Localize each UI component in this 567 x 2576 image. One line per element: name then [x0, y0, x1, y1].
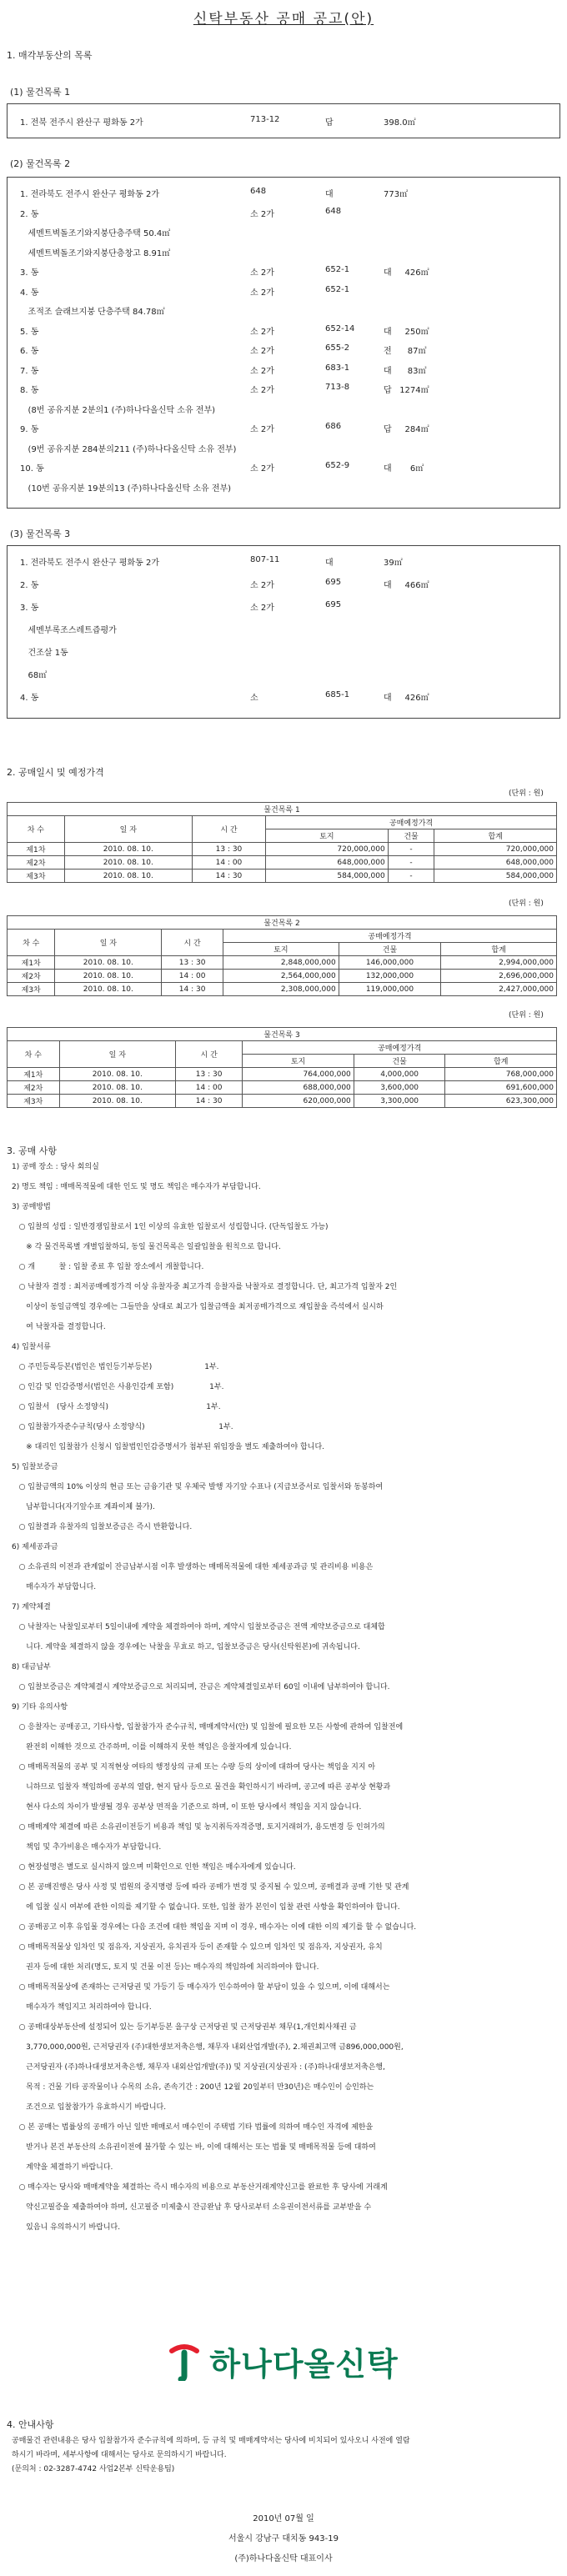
cell-bldg: 146,000,000	[339, 956, 440, 970]
s3-line: ○ 인감 및 인감증명서(법인은 사용인감계 포함) 1부.	[12, 1383, 224, 1391]
s3-line: ※ 각 물건목록별 개별입찰하되, 동일 물건목록은 일괄입찰을 원칙으로 합니다.	[12, 1243, 281, 1251]
s3-line: 받거나 본건 부동산의 소유권이전에 불가할 수 있는 바, 이에 대해서는 또는 법률 및 매매목적물 등에 대하여	[12, 2143, 376, 2152]
list-item-area: 전 87㎡	[384, 347, 427, 356]
list-item-type: 대	[325, 559, 334, 568]
list-item-name: 10. 동	[20, 464, 44, 474]
s3-line: ○ 매수자는 당사와 매매계약을 체결하는 즉시 매수자의 비용으로 부동산거래계약신고를 완료한 후 당사에 거래계	[12, 2183, 388, 2192]
list-item-type: 683-1	[325, 363, 350, 373]
cell-land: 648,000,000	[266, 856, 389, 870]
col-price: 공매예정가격	[266, 816, 557, 829]
list-item-area: 대 426㎡	[384, 694, 429, 703]
cell-land: 764,000,000	[243, 1068, 354, 1081]
list-item-name: 2. 동	[20, 209, 39, 219]
s3-line: ○ 주민등록등본(법인은 법인등기부등본) 1부.	[12, 1363, 219, 1371]
price-table-2	[7, 915, 557, 996]
list-item-name: (8번 공유지분 2분의1 (주)하나다올신탁 소유 전부)	[20, 405, 216, 415]
col-round: 차 수	[8, 1041, 60, 1068]
cell-round: 제2차	[8, 1081, 60, 1095]
list-item-lot: 소 2가	[250, 268, 274, 278]
cell-total: 2,696,000,000	[441, 970, 557, 983]
list-item-lot: 소 2가	[250, 288, 274, 298]
list-item-lot: 소	[250, 694, 258, 703]
list-item-lot: 소 2가	[250, 209, 274, 219]
list-item-area: 답 284㎡	[384, 425, 429, 434]
s3-line: ○ 공매공고 이후 유입물 경우에는 다음 조건에 대한 책임을 지며 이 경우, 매수자는 이에 대한 이의 제기를 할 수 없습니다.	[12, 1923, 417, 1932]
col-date: 일 자	[59, 1041, 175, 1068]
s3-line: 니다. 계약을 체결하지 않을 경우에는 낙찰을 무효로 하고, 입찰보증금은 당사(신탁원본)에 귀속됩니다.	[12, 1643, 360, 1651]
col-price: 공매예정가격	[243, 1041, 557, 1055]
cell-total: 648,000,000	[434, 856, 557, 870]
list-item-type: 695	[325, 578, 342, 587]
cell-land: 2,848,000,000	[223, 956, 339, 970]
col-round: 차 수	[8, 816, 65, 843]
list-item-area: 대 83㎡	[384, 366, 427, 376]
price-table-2-wrap	[7, 915, 557, 996]
cell-bldg: 3,600,000	[354, 1081, 445, 1095]
list-item-name: (10번 공유지분 19분의13 (주)하나다올신탁 소유 전부)	[20, 484, 232, 494]
cell-bldg: 4,000,000	[354, 1068, 445, 1081]
cell-date: 2010. 08. 10.	[55, 983, 162, 996]
table-row	[8, 956, 557, 970]
cell-land: 584,000,000	[266, 870, 389, 883]
col-land: 토지	[243, 1055, 354, 1068]
list-item-type: 713-8	[325, 383, 350, 392]
list-item-name: 68㎡	[20, 671, 48, 680]
list-item-area: 398.0㎡	[384, 118, 416, 128]
footer-company: (주)하나다올신탁 대표이사	[234, 2554, 333, 2563]
cell-round: 제1차	[8, 1068, 60, 1081]
table-row	[8, 970, 557, 983]
s3-line: 책임 및 추가비용은 매수자가 부담합니다.	[12, 1843, 162, 1852]
cell-round: 제3차	[8, 870, 65, 883]
cell-land: 720,000,000	[266, 843, 389, 856]
table-title: 물건목록 2	[8, 916, 557, 930]
s3-line: 3) 공매방법	[12, 1203, 51, 1211]
cell-total: 584,000,000	[434, 870, 557, 883]
s4-line: 공매물건 관련내용은 당사 입찰참가자 준수규칙에 의하며, 등 규칙 및 매매계약서는 당사에 비치되어 있사오니 사전에 열람	[12, 2437, 410, 2445]
s3-line: ○ 입찰참가자준수규칙(당사 소정양식) 1부.	[12, 1423, 233, 1431]
col-date: 일 자	[55, 930, 162, 956]
s3-line: 권자 등에 대한 처리(명도, 토지 및 건물 이전 등)는 매수자의 책임하에 처리하여야 합니다.	[12, 1963, 319, 1972]
cell-bldg: 132,000,000	[339, 970, 440, 983]
cell-bldg: 3,300,000	[354, 1095, 445, 1108]
list-item-name: 조적조 슬래브지붕 단층주택 84.78㎡	[20, 308, 165, 317]
list-item-lot: 소 2가	[250, 604, 274, 613]
s3-line: ○ 입찰결과 유찰자의 입찰보증금은 즉시 반환합니다.	[12, 1523, 193, 1531]
table-title: 물건목록 3	[8, 1028, 557, 1041]
list-item-name: 5. 동	[20, 327, 39, 337]
list-item-name: 건조살 1동	[20, 649, 68, 658]
cell-total: 623,300,000	[445, 1095, 557, 1108]
list-item-name: 7. 동	[20, 366, 39, 376]
s3-line: 8) 대금납부	[12, 1663, 51, 1671]
s3-line: 목적 : 건물 기타 공작물이나 수목의 소유, 존속기간 : 200년 12월 20일부터 만30년)은 매수인이 승인하는	[12, 2083, 374, 2092]
s3-line: ○ 낙찰자는 낙찰일로부터 5일이내에 계약을 체결하여야 하며, 계약시 입찰보증금은 전액 계약보증금으로 대체합	[12, 1623, 385, 1631]
col-round: 차 수	[8, 930, 55, 956]
s3-line: ○ 낙찰자 결정 : 최저공매예정가격 이상 유찰자중 최고가격 응찰자를 낙찰자로 결정합니다. 단, 최고가격 입찰자 2인	[12, 1283, 398, 1291]
s3-line: 5) 입찰보증금	[12, 1463, 58, 1471]
cell-round: 제3차	[8, 1095, 60, 1108]
col-time: 시 간	[162, 930, 223, 956]
s3-line: 납부합니다(자기앞수표 계좌이체 불가).	[12, 1503, 155, 1511]
s3-line: ○ 공매대상부동산에 설정되어 있는 등기부등본 을구상 근저당권 및 근저당권부 채무(1,개인회사채권 금	[12, 2023, 357, 2032]
s3-line: 현사 다소의 차이가 발생될 경우 공부상 면적을 기준으로 하며, 이 또한 당사에서 책임을 지지 않습니다.	[12, 1803, 362, 1812]
list-item-area: 773㎡	[384, 190, 409, 199]
list-item-lot: 807-11	[250, 555, 280, 564]
list-item-name: 4. 동	[20, 694, 39, 703]
logo-text: 하나다올신탁	[209, 2346, 399, 2383]
cell-time: 14 : 00	[162, 970, 223, 983]
s3-line: ○ 현장설명은 별도로 실시하지 않으며 미확인으로 인한 책임은 매수자에게 있습니다.	[12, 1863, 296, 1872]
table-title: 물건목록 1	[8, 803, 557, 816]
unit-label-3: (단위 : 원)	[509, 1011, 544, 1020]
col-bldg: 건물	[388, 829, 434, 843]
s3-line: ○ 응찰자는 공매공고, 기타사항, 입찰참가자 준수규칙, 매매계약서(안) 및 입찰에 필요한 모든 사항에 관하여 입찰전에	[12, 1723, 404, 1732]
s3-line: ○ 본 공매는 법률상의 공매가 아닌 일반 매매로서 매수인이 주택법 기타 법률에 의하여 매수인 자격에 제한을	[12, 2123, 374, 2132]
s3-line: 9) 기타 유의사항	[12, 1703, 68, 1711]
list-item-name: 1. 전라북도 전주시 완산구 평화동 2가	[20, 190, 160, 199]
col-time: 시 간	[192, 816, 265, 843]
table-row	[8, 870, 557, 883]
s3-line: ※ 대리인 입찰참가 신청시 입찰법인인감증명서가 첨부된 위임장을 별도 제출하여야 합니다.	[12, 1443, 324, 1451]
list-item-name: 8. 동	[20, 386, 39, 395]
list-item-area: 대 466㎡	[384, 581, 429, 590]
s3-line: 에 입찰 실시 여부에 관한 이의를 제기할 수 없습니다. 또한, 입찰 참가 본인이 입찰 관련 사항을 확인하여야 합니다.	[12, 1903, 400, 1912]
cell-round: 제3차	[8, 983, 55, 996]
list-item-lot: 713-12	[250, 115, 280, 124]
s3-line: 계약을 체결하기 바랍니다.	[12, 2163, 113, 2172]
list-item-name: 1. 전라북도 전주시 완산구 평화동 2가	[20, 559, 160, 568]
list-item-lot: 648	[250, 187, 267, 196]
cell-total: 768,000,000	[445, 1068, 557, 1081]
cell-date: 2010. 08. 10.	[59, 1068, 175, 1081]
col-land: 토지	[223, 943, 339, 956]
s3-line: 매수자가 책임지고 처리하여야 합니다.	[12, 2003, 152, 2012]
cell-time: 14 : 30	[192, 870, 265, 883]
table-row	[8, 843, 557, 856]
list-item-name: 3. 동	[20, 268, 39, 278]
table-row	[8, 1068, 557, 1081]
s3-line: ○ 매매목적물상 임차인 및 점유자, 지상권자, 유치권자 등이 존재할 수 있으며 임차인 및 점유자, 지상권자, 유치	[12, 1943, 383, 1952]
cell-round: 제1차	[8, 956, 55, 970]
cell-time: 14 : 00	[175, 1081, 242, 1095]
cell-time: 13 : 30	[175, 1068, 242, 1081]
s3-line: 니하므로 입찰자 책임하에 공부의 열람, 현지 답사 등으로 물건을 확인하시기 바라며, 공고에 따른 공부상 현황과	[12, 1783, 391, 1792]
list-item-area: 대 426㎡	[384, 268, 429, 278]
col-total: 합계	[445, 1055, 557, 1068]
price-table-1	[7, 802, 557, 883]
table-row	[8, 856, 557, 870]
section1-heading: 1. 매각부동산의 목록	[7, 50, 93, 61]
list-item-lot: 소 2가	[250, 425, 274, 434]
cell-date: 2010. 08. 10.	[55, 956, 162, 970]
s3-line: 여 낙찰자를 결정합니다.	[12, 1323, 106, 1331]
s3-line: 2) 명도 책임 : 매매목적물에 대한 인도 및 명도 책임은 매수자가 부담합니다.	[12, 1183, 261, 1191]
cell-land: 2,564,000,000	[223, 970, 339, 983]
list-item-name: 세멘트벽돌조기와지붕단층창고 8.91㎡	[20, 248, 171, 258]
list-item-name: 3. 동	[20, 604, 39, 613]
list-item-area: 답 1274㎡	[384, 386, 429, 395]
s3-line: 3,770,000,000원, 근저당권자 (주)대한생보저축은행, 채무자 내외산업개발(주), 2.채권최고액 금896,000,000원,	[12, 2043, 404, 2052]
list-item-type: 대	[325, 190, 334, 199]
list-item-name: 1. 전북 전주시 완산구 평화동 2가	[20, 118, 143, 128]
s3-line: 약신고필증을 제출하여야 하며, 신고필증 미제출시 잔금완납 후 당사로부터 소유권이전서류를 교부받을 수	[12, 2203, 372, 2212]
unit-label-1: (단위 : 원)	[509, 789, 544, 798]
table-row	[8, 983, 557, 996]
col-total: 합계	[434, 829, 557, 843]
s3-line: ○ 개 찰 : 입찰 종료 후 입찰 장소에서 개찰합니다.	[12, 1263, 204, 1271]
s3-line: ○ 입찰의 성립 : 일반경쟁입찰로서 1인 이상의 유효한 입찰로서 성립합니다. (단독입찰도 가능)	[12, 1223, 329, 1231]
s4-line: (문의처 : 02-3287-4742 사업2본부 신탁운용팀)	[12, 2465, 175, 2473]
list-item-name: 세멘부록조스레트즙평가	[20, 626, 117, 635]
s3-line: ○ 입찰금액의 10% 이상의 현금 또는 금융기관 및 우체국 발행 자기앞 수표나 (지급보증서로 입찰서와 동봉하여	[12, 1483, 384, 1491]
cell-total: 691,600,000	[445, 1081, 557, 1095]
list-item-name: 세멘트벽돌조기와지붕단층주택 50.4㎡	[20, 229, 171, 238]
list-item-name: 4. 동	[20, 288, 39, 298]
cell-time: 14 : 30	[175, 1095, 242, 1108]
section3-heading: 3. 공매 사항	[7, 1145, 57, 1156]
s3-line: ○ 매매계약 체결에 따른 소유권이전등기 비용과 책임 및 농지취득자격증명, 토지거래허가, 용도변경 등 인허가의	[12, 1823, 385, 1832]
list-item-type: 655-2	[325, 343, 350, 353]
list-item-lot: 소 2가	[250, 464, 274, 474]
s3-line: ○ 입찰서 (당사 소정양식) 1부.	[12, 1403, 221, 1411]
price-table-1-wrap	[7, 802, 557, 883]
col-time: 시 간	[175, 1041, 242, 1068]
cell-date: 2010. 08. 10.	[64, 856, 192, 870]
cell-time: 13 : 30	[192, 843, 265, 856]
col-bldg: 건물	[339, 943, 440, 956]
list-item-lot: 소 2가	[250, 327, 274, 337]
s3-line: 있음니 유의하시기 바랍니다.	[12, 2223, 121, 2232]
cell-bldg: -	[388, 870, 434, 883]
s3-line: ○ 매매목적물상에 존재하는 근저당권 및 가등기 등 매수자가 인수하여야 할 부담이 있을 수 있으며, 이에 대해서는	[12, 1983, 390, 1992]
section2-heading: 2. 공매일시 및 예정가격	[7, 767, 104, 778]
list-item-type: 답	[325, 118, 334, 128]
table-row	[8, 1081, 557, 1095]
cell-bldg: -	[388, 843, 434, 856]
s3-line: 근저당권자 (주)하나대생보저축은행, 채무자 내외산업개발(주)) 및 지상권(지상권자 : (주)하나대생보저축은행,	[12, 2063, 385, 2072]
cell-date: 2010. 08. 10.	[64, 870, 192, 883]
cell-date: 2010. 08. 10.	[59, 1081, 175, 1095]
cell-round: 제2차	[8, 856, 65, 870]
cell-bldg: 119,000,000	[339, 983, 440, 996]
list-item-name: 6. 동	[20, 347, 39, 356]
p3-label: (3) 물건목록 3	[10, 529, 71, 539]
list-item-type: 686	[325, 422, 342, 431]
list-item-name: 9. 동	[20, 425, 39, 434]
s3-line: ○ 입찰보증금은 계약체결시 계약보증금으로 처리되며, 잔금은 계약체결일로부터 60일 이내에 납부하여야 합니다.	[12, 1683, 390, 1691]
col-date: 일 자	[64, 816, 192, 843]
cell-round: 제2차	[8, 970, 55, 983]
cell-land: 2,308,000,000	[223, 983, 339, 996]
col-bldg: 건물	[354, 1055, 445, 1068]
cell-date: 2010. 08. 10.	[59, 1095, 175, 1108]
unit-label-2: (단위 : 원)	[509, 900, 544, 908]
cell-time: 14 : 00	[192, 856, 265, 870]
price-table-3	[7, 1027, 557, 1108]
cell-total: 720,000,000	[434, 843, 557, 856]
s3-line: 이상이 동일금액일 경우에는 그들만을 상대로 최고가 입찰금액을 최저공매가격으로 재입찰을 즉석에서 실시하	[12, 1303, 384, 1311]
list-item-type: 652-1	[325, 265, 350, 274]
list-item-type: 685-1	[325, 690, 350, 699]
list-item-lot: 소 2가	[250, 347, 274, 356]
list-item-type: 652-1	[325, 284, 350, 294]
s3-line: 1) 공매 장소 : 당사 회의실	[12, 1163, 99, 1171]
cell-date: 2010. 08. 10.	[64, 843, 192, 856]
cell-land: 688,000,000	[243, 1081, 354, 1095]
col-price: 공매예정가격	[223, 930, 556, 943]
list-item-area: 39㎡	[384, 559, 403, 568]
s3-line: 완전히 이해한 것으로 간주하며, 이를 이해하지 못한 책임은 응찰자에게 있습니다.	[12, 1743, 292, 1752]
cell-land: 620,000,000	[243, 1095, 354, 1108]
list-item-type: 695	[325, 600, 342, 609]
hana-logo-icon	[168, 2343, 200, 2381]
page-title: 신탁부동산 공매 공고(안)	[193, 11, 374, 28]
cell-total: 2,427,000,000	[441, 983, 557, 996]
list-item-area: 대 250㎡	[384, 327, 429, 337]
s3-line: ○ 매매목적물의 공부 및 지적현상 여타의 행정상의 규제 또는 수량 등의 상이에 대하여 당사는 책임을 지지 아	[12, 1763, 376, 1772]
cell-bldg: -	[388, 856, 434, 870]
s3-line: 6) 제세공과금	[12, 1543, 58, 1551]
cell-total: 2,994,000,000	[441, 956, 557, 970]
s3-line: 4) 입찰서류	[12, 1343, 51, 1351]
col-total: 합계	[441, 943, 557, 956]
price-table-3-wrap	[7, 1027, 557, 1108]
list-item-type: 652-9	[325, 461, 350, 470]
cell-time: 14 : 30	[162, 983, 223, 996]
s4-line: 하시기 바라며, 세부사항에 대해서는 당사로 문의하시기 바랍니다.	[12, 2451, 227, 2459]
list-item-name: 2. 동	[20, 581, 39, 590]
cell-round: 제1차	[8, 843, 65, 856]
list-item-type: 652-14	[325, 323, 355, 333]
p1-label: (1) 물건목록 1	[10, 87, 71, 98]
footer-address: 서울시 강남구 대치동 943-19	[228, 2534, 339, 2543]
list-item-type: 648	[325, 206, 342, 216]
table-row	[8, 1095, 557, 1108]
footer-date: 2010년 07월 일	[253, 2514, 314, 2523]
cell-date: 2010. 08. 10.	[55, 970, 162, 983]
s3-line: 7) 계약체결	[12, 1603, 51, 1611]
section4-heading: 4. 안내사항	[7, 2419, 54, 2430]
list-item-name: (9번 공유지분 284분의211 (주)하나다올신탁 소유 전부)	[20, 444, 237, 454]
s3-line: 조건으로 입찰참가가 유효하시기 바랍니다.	[12, 2103, 167, 2112]
company-logo	[0, 2338, 567, 2384]
list-item-lot: 소 2가	[250, 386, 274, 395]
s3-line: 매수자가 부담합니다.	[12, 1583, 97, 1591]
s3-line: ○ 본 공매진행은 당사 사정 및 법원의 중지명령 등에 따라 공매가 변경 및 중지될 수 있으며, 공매결과 공매 기한 및 관계	[12, 1883, 409, 1892]
col-land: 토지	[266, 829, 389, 843]
list-item-lot: 소 2가	[250, 581, 274, 590]
list-item-lot: 소 2가	[250, 366, 274, 376]
p2-label: (2) 물건목록 2	[10, 158, 71, 169]
cell-time: 13 : 30	[162, 956, 223, 970]
s3-line: ○ 소유권의 이전과 관계없이 잔금납부시점 이후 발생하는 매매목적물에 대한 제세공과금 및 관리비용 비용은	[12, 1563, 374, 1571]
list-item-area: 대 6㎡	[384, 464, 424, 474]
